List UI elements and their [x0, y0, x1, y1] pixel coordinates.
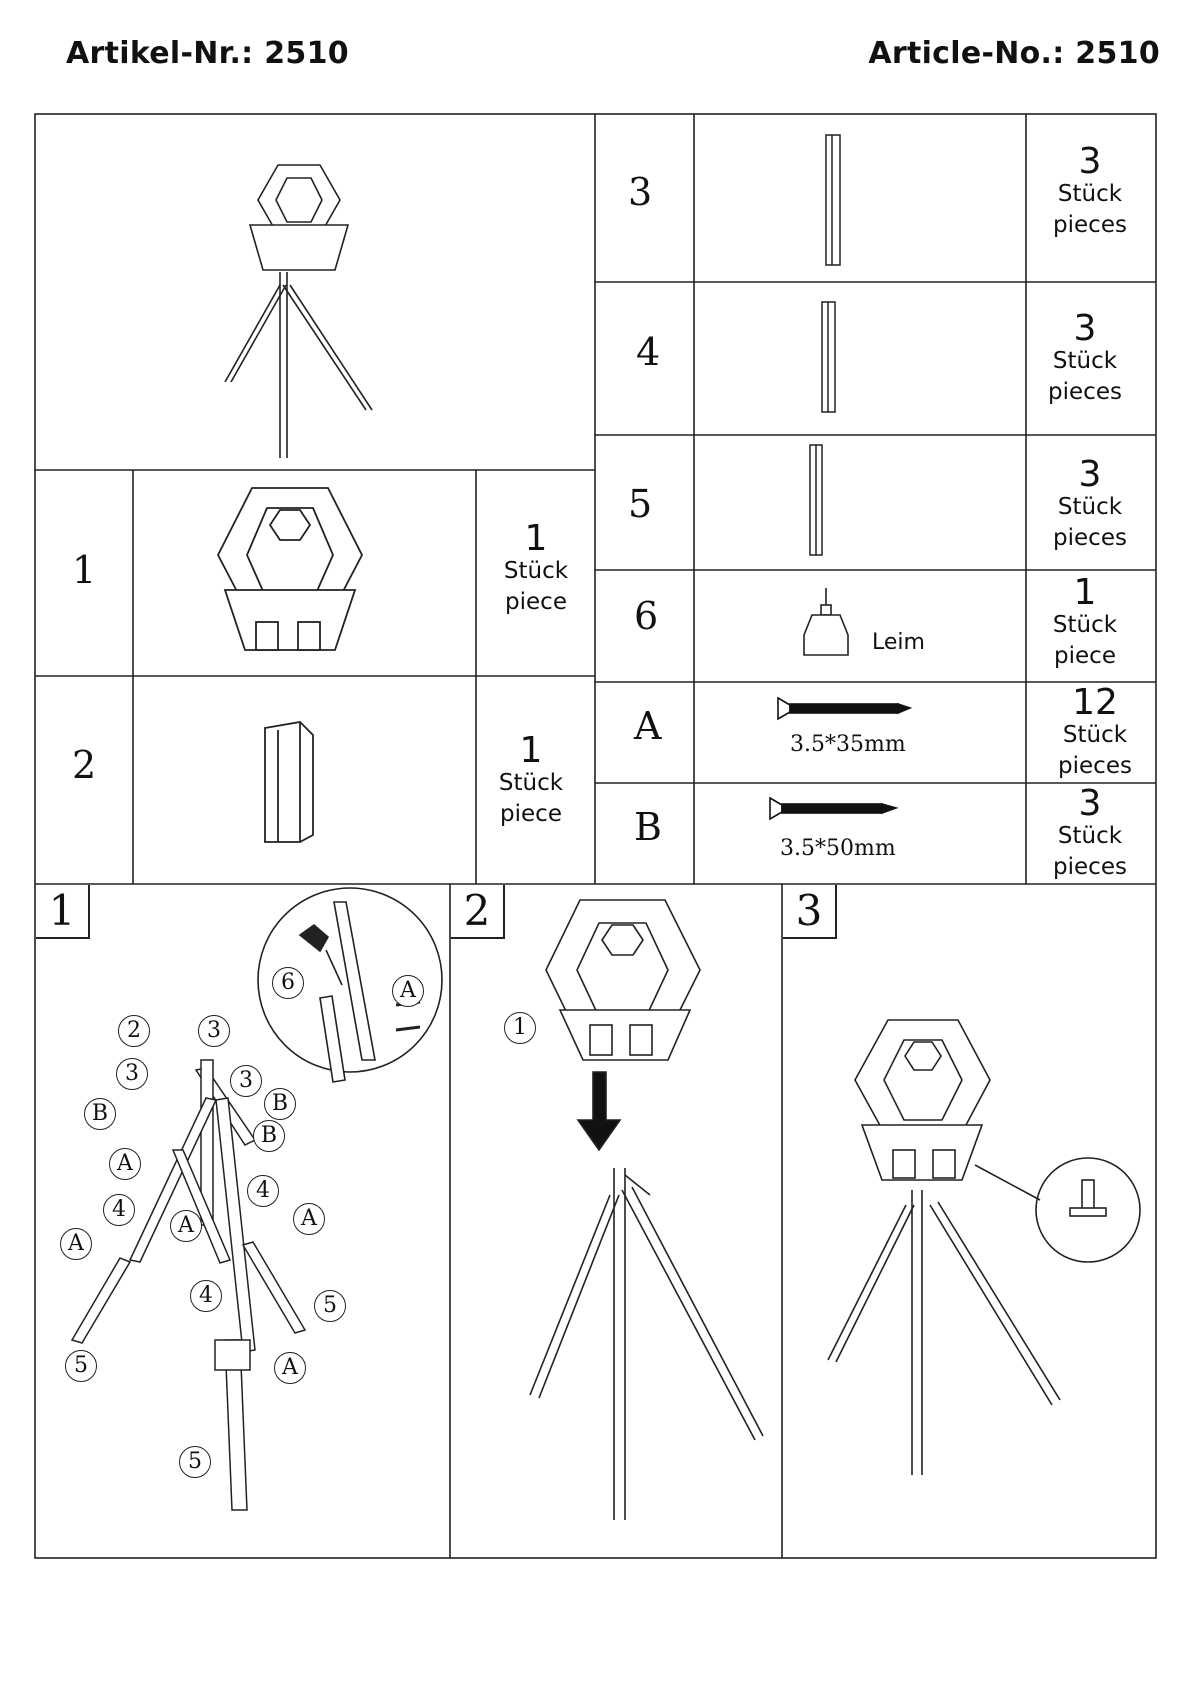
- callout-screw-b: B: [253, 1120, 285, 1152]
- part-1-unit-de: Stück: [503, 558, 569, 584]
- callout-screw-a: A: [60, 1228, 92, 1260]
- callout-screw-a-detail: A: [392, 975, 424, 1007]
- part-6-qty-value: 1: [1073, 572, 1097, 613]
- part-4-stick-drawing: [822, 302, 835, 412]
- part-a-quantity: [1035, 682, 1155, 782]
- callout-part-3: 3: [116, 1058, 148, 1090]
- part-6-unit-en: piece: [1054, 643, 1116, 669]
- callout-part-5: 5: [65, 1350, 97, 1382]
- part-a-unit-de: Stück: [1062, 722, 1128, 748]
- part-4-unit-de: Stück: [1052, 348, 1118, 374]
- step-2-number: 2: [451, 885, 505, 939]
- step-2-assembly-drawing: [530, 900, 763, 1520]
- part-2-unit-en: piece: [500, 801, 562, 827]
- step-3-number: 3: [783, 885, 837, 939]
- part-5-number: 5: [628, 482, 653, 526]
- callout-part-3: 3: [230, 1065, 262, 1097]
- callout-part-4: 4: [190, 1280, 222, 1312]
- part-3-unit-en: pieces: [1053, 212, 1127, 238]
- part-6-unit-de: Stück: [1052, 612, 1118, 638]
- part-3-stick-drawing: [826, 135, 840, 265]
- part-3-unit-de: Stück: [1057, 181, 1123, 207]
- part-3-number: 3: [628, 170, 653, 214]
- screw-b-size: 3.5*50mm: [780, 836, 896, 861]
- part-3-qty-value: 3: [1078, 141, 1102, 182]
- part-2-block-drawing: [265, 722, 313, 842]
- part-5-quantity: [1030, 454, 1150, 554]
- part-b-letter: B: [634, 805, 662, 849]
- part-a-unit-en: pieces: [1058, 753, 1132, 779]
- part-2-qty-value: 1: [519, 730, 543, 771]
- part-5-qty-value: 3: [1078, 454, 1102, 495]
- callout-part-5: 5: [314, 1290, 346, 1322]
- part-b-unit-de: Stück: [1057, 823, 1123, 849]
- callout-part-3: 3: [198, 1015, 230, 1047]
- screw-a-size: 3.5*35mm: [790, 732, 906, 757]
- callout-glue: 6: [272, 967, 304, 999]
- part-5-stick-drawing: [810, 445, 822, 555]
- screw-b-icon: [770, 798, 896, 819]
- part-6-number: 6: [634, 594, 659, 638]
- callout-screw-a: A: [293, 1203, 325, 1235]
- step-1-number: 1: [36, 885, 90, 939]
- callout-screw-a: A: [109, 1148, 141, 1180]
- callout-screw-b: B: [84, 1098, 116, 1130]
- part-5-unit-de: Stück: [1057, 494, 1123, 520]
- part-b-unit-en: pieces: [1053, 854, 1127, 880]
- screw-a-icon: [778, 698, 910, 719]
- step-3-assembly-drawing: [828, 1020, 1140, 1475]
- part-4-number: 4: [636, 330, 661, 374]
- part-5-unit-en: pieces: [1053, 525, 1127, 551]
- callout-screw-b: B: [264, 1088, 296, 1120]
- part-b-quantity: [1030, 783, 1150, 883]
- part-4-unit-en: pieces: [1048, 379, 1122, 405]
- callout-part-5: 5: [179, 1446, 211, 1478]
- callout-screw-a: A: [274, 1352, 306, 1384]
- part-3-quantity: [1030, 141, 1150, 241]
- callout-part-4: 4: [103, 1194, 135, 1226]
- callout-screw-a: A: [170, 1210, 202, 1242]
- part-b-qty-value: 3: [1078, 783, 1102, 824]
- part-2-unit-de: Stück: [498, 770, 564, 796]
- part-4-qty-value: 3: [1073, 308, 1097, 349]
- part-1-number: 1: [72, 548, 97, 592]
- callout-part-4: 4: [247, 1175, 279, 1207]
- part-1-quantity: [476, 518, 596, 618]
- part-4-quantity: [1025, 308, 1145, 408]
- part-1-qty-value: 1: [524, 518, 548, 559]
- article-number-en: Article-No.: 2510: [868, 36, 1160, 71]
- callout-part-1: 1: [504, 1012, 536, 1044]
- part-a-letter: A: [634, 704, 662, 748]
- part-2-quantity: [476, 730, 586, 830]
- part-6-quantity: [1025, 572, 1145, 672]
- part-1-unit-en: piece: [505, 589, 567, 615]
- glue-bottle-icon: [804, 588, 848, 655]
- part-1-lantern-drawing: [218, 488, 362, 650]
- part-2-number: 2: [72, 743, 97, 787]
- part-a-qty-value: 12: [1072, 682, 1118, 723]
- callout-part-2: 2: [118, 1015, 150, 1047]
- overview-lantern-drawing: [225, 165, 372, 458]
- glue-label: Leim: [872, 630, 925, 655]
- article-number-de: Artikel-Nr.: 2510: [66, 36, 349, 71]
